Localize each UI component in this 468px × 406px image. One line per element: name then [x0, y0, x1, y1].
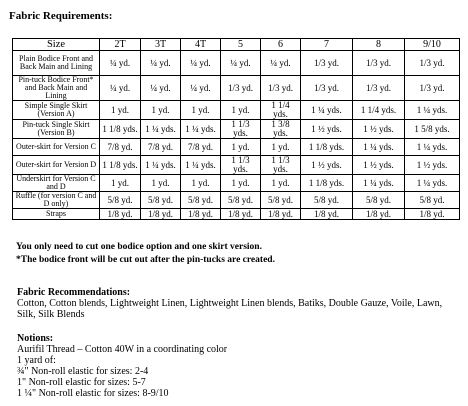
table-cell: 1 ½ yds. [301, 156, 353, 175]
table-cell: 1 ¼ yds. [181, 156, 221, 175]
table-row [13, 76, 460, 101]
fabric-recommendations-text: Cotton, Cotton blends, Lightweight Linen, Lightweight Linen blends, Batiks, Double Gauze, Voile, Lawn, Silk, Silk Blends [17, 298, 443, 320]
table-cell: 1/8 yd. [353, 209, 405, 220]
table-cell: 1 ¼ yds. [405, 139, 460, 156]
table-cell: 1 ¼ yds. [405, 175, 460, 192]
table-cell: 1/3 yd. [221, 76, 261, 101]
table-cell: 1 ¼ yds. [181, 120, 221, 139]
table-cell: 1 1/3 yds. [261, 156, 301, 175]
table-cell: ¼ yd. [261, 51, 301, 76]
table-cell: 5/8 yd. [301, 192, 353, 209]
table-row [13, 175, 460, 192]
table-cell: 1 ¼ yds. [141, 120, 181, 139]
table-cell: 1/8 yd. [141, 209, 181, 220]
size-header-cell: 2T [100, 39, 141, 51]
table-cell: ¼ yd. [181, 76, 221, 101]
table-cell: 1/3 yd. [301, 51, 353, 76]
table-cell: 1/8 yd. [100, 209, 141, 220]
table-cell: 1/8 yd. [261, 209, 301, 220]
row-label: Straps [13, 209, 100, 220]
fabric-requirements-table [12, 38, 460, 220]
notion-elastic-small: ¾" Non-roll elastic for sizes: 2-4 [17, 366, 149, 377]
table-cell: 1/3 yd. [301, 76, 353, 101]
table-cell: 1 yd. [261, 175, 301, 192]
cut-note: You only need to cut one bodice option and one skirt version. [16, 242, 262, 252]
table-cell: 1 ¼ yds. [405, 101, 460, 120]
table-row [13, 192, 460, 209]
table-cell: 5/8 yd. [100, 192, 141, 209]
table-cell: ¼ yd. [141, 76, 181, 101]
table-cell: 5/8 yd. [353, 192, 405, 209]
table-cell: 1 1/3 yds. [221, 120, 261, 139]
notion-elastic-medium: 1" Non-roll elastic for sizes: 5-7 [17, 377, 146, 388]
row-label: Plain Bodice Front and Back Main and Lining [13, 51, 100, 76]
table-cell: ¼ yd. [181, 51, 221, 76]
table-cell: 1/3 yd. [353, 76, 405, 101]
table-cell: 1/8 yd. [301, 209, 353, 220]
table-cell: 1 1/4 yds. [261, 101, 301, 120]
table-header-row [13, 39, 460, 51]
row-label: Ruffle (for version C and D only) [13, 192, 100, 209]
table-cell: 1/8 yd. [405, 209, 460, 220]
table-cell: 5/8 yd. [181, 192, 221, 209]
table-cell: 1 1/8 yds. [301, 175, 353, 192]
table-cell: ¼ yd. [100, 51, 141, 76]
size-header-cell: 8 [353, 39, 405, 51]
table-cell: 1 yd. [221, 101, 261, 120]
table-cell: ¼ yd. [141, 51, 181, 76]
table-cell: 1 yd. [181, 101, 221, 120]
table-cell: 1 ½ yds. [353, 120, 405, 139]
row-label: Outer-skirt for Version C [13, 139, 100, 156]
row-label: Outer-skirt for Version D [13, 156, 100, 175]
table-cell: ¼ yd. [221, 51, 261, 76]
table-cell: 7/8 yd. [100, 139, 141, 156]
pin-tuck-note: *The bodice front will be cut out after the pin-tucks are created. [16, 255, 275, 265]
size-header-cell: 4T [181, 39, 221, 51]
table-cell: 5/8 yd. [141, 192, 181, 209]
table-cell: 1 1/3 yds. [221, 156, 261, 175]
table-cell: 1 yd. [141, 101, 181, 120]
row-label: Pin-tuck Single Skirt (Version B) [13, 120, 100, 139]
table-cell: 1 yd. [221, 175, 261, 192]
table-cell: 1 ¼ yds. [353, 175, 405, 192]
size-header-cell: 9/10 [405, 39, 460, 51]
table-cell: 1 yd. [181, 175, 221, 192]
table-cell: 7/8 yd. [141, 139, 181, 156]
table-cell: 1 1/8 yds. [100, 156, 141, 175]
row-label: Pin-tuck Bodice Front* and Back Main and Lining [13, 76, 100, 101]
row-label: Simple Single Skirt (Version A) [13, 101, 100, 120]
table-cell: 1 ¼ yds. [141, 156, 181, 175]
table-cell: 1 3/8 yds. [261, 120, 301, 139]
table-cell: 1 ¼ yds. [353, 139, 405, 156]
table-cell: 5/8 yd. [405, 192, 460, 209]
table-cell: 1 1/4 yds. [353, 101, 405, 120]
table-row [13, 139, 460, 156]
table-cell: 1 yd. [221, 139, 261, 156]
table-cell: 1/8 yd. [181, 209, 221, 220]
table-cell: 1 1/8 yds. [100, 120, 141, 139]
table-cell: 1/8 yd. [221, 209, 261, 220]
table-cell: 1 yd. [100, 101, 141, 120]
table-row [13, 209, 460, 220]
table-row [13, 101, 460, 120]
table-cell: ¼ yd. [100, 76, 141, 101]
table-row [13, 51, 460, 76]
table-cell: 1 ¼ yds. [301, 101, 353, 120]
table-cell: 1 5/8 yds. [405, 120, 460, 139]
table-cell: 1 1/8 yds. [301, 139, 353, 156]
size-column-header: Size [13, 39, 100, 51]
table-cell: 1 ½ yds. [301, 120, 353, 139]
size-header-cell: 6 [261, 39, 301, 51]
row-label: Underskirt for Version C and D [13, 175, 100, 192]
table-cell: 1/3 yd. [405, 51, 460, 76]
fabric-requirements-heading: Fabric Requirements: [9, 10, 113, 22]
table-cell: 1 ½ yds. [353, 156, 405, 175]
notion-elastic-intro: 1 yard of: [17, 355, 56, 366]
table-cell: 1/3 yd. [405, 76, 460, 101]
fabric-recommendations-title: Fabric Recommendations: [17, 287, 131, 298]
table-cell: 1/3 yd. [261, 76, 301, 101]
notion-thread: Aurifil Thread – Cotton 40W in a coordinating color [17, 344, 228, 355]
table-cell: 5/8 yd. [261, 192, 301, 209]
table-row [13, 120, 460, 139]
table-cell: 1 yd. [100, 175, 141, 192]
table-cell: 1 yd. [261, 139, 301, 156]
table-cell: 1 yd. [141, 175, 181, 192]
size-header-cell: 5 [221, 39, 261, 51]
table-cell: 1 ½ yds. [405, 156, 460, 175]
table-cell: 5/8 yd. [221, 192, 261, 209]
table-row [13, 156, 460, 175]
size-header-cell: 3T [141, 39, 181, 51]
table-cell: 1/3 yd. [353, 51, 405, 76]
table-cell: 7/8 yd. [181, 139, 221, 156]
notion-elastic-large: 1 ¼" Non-roll elastic for sizes: 8-9/10 [17, 388, 169, 399]
size-header-cell: 7 [301, 39, 353, 51]
notions-title: Notions: [17, 333, 54, 344]
